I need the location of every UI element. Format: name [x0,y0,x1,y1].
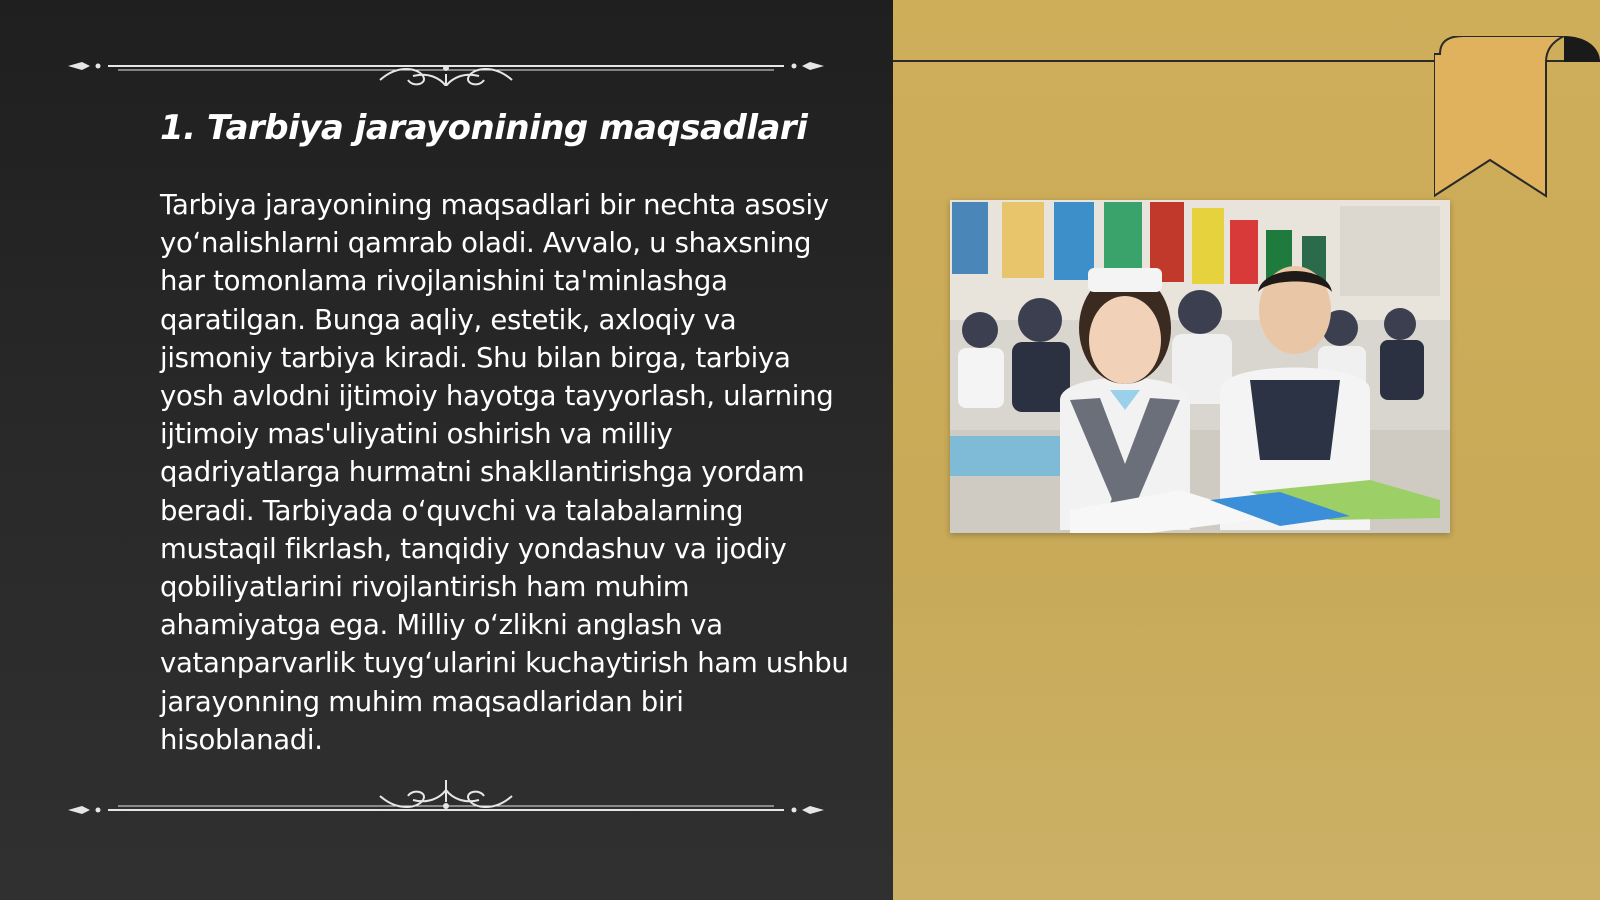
top-ornament-divider-icon [68,46,824,86]
classroom-photo [950,200,1450,533]
ribbon-bookmark-icon [1434,36,1600,200]
slide-title: 1. Tarbiya jarayonining maqsadlari [160,108,808,148]
bottom-ornament-divider-icon [68,780,824,820]
slide-body-text: Tarbiya jarayonining maqsadlari bir nechta asosiy yoʻnalishlarni qamrab oladi. Avvalo, u shaxsning har tomonlama rivojlanishini ta'minlashga qaratilgan. Bunga aqliy, estetik, axloqiy va jismoniy tarbiya kiradi. Shu bilan birga, tarbiya yosh avlodni ijtimoiy hayotga tayyorlash, ularning ijtimoiy mas'uliyatini oshirish va milliy qadriyatlarga hurmatni shakllantirishga yordam beradi. Tarbiyada oʻquvchi va talabalarning mustaqil fikrlash, tanqidiy yondashuv va ijodiy qobiliyatlarini rivojlantirish ham muhim ahamiyatga ega. Milliy oʻzlikni anglash va vatanparvarlik tuygʻularini kuchaytirish ham ushbu jarayonning muhim maqsadlaridan biri hisoblanadi. [160,189,849,756]
